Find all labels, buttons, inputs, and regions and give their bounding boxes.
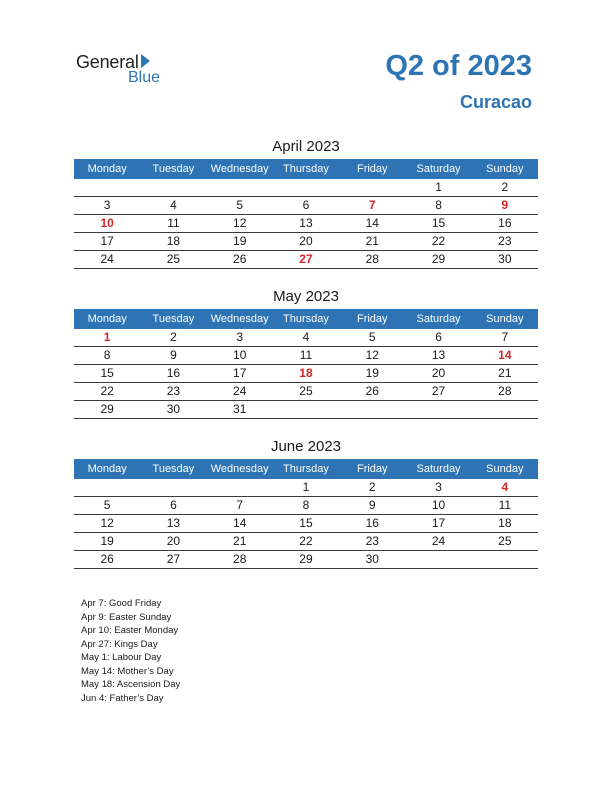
day-cell: 28 — [498, 384, 512, 398]
day-cell: 13 — [431, 348, 446, 362]
weekday-label: Tuesday — [152, 163, 195, 175]
day-cell: 6 — [435, 330, 442, 344]
day-cell: 18 — [299, 366, 313, 380]
weekday-label: Sunday — [486, 463, 524, 475]
day-cell: 6 — [170, 498, 177, 512]
empty-day-cell — [207, 479, 273, 496]
empty-day-cell — [74, 179, 140, 196]
day-cell: 21 — [498, 366, 512, 380]
empty-day-cell — [207, 179, 273, 196]
day-cell: 4 — [501, 480, 509, 494]
day-cell: 14 — [233, 516, 247, 530]
day-cell: 26 — [100, 552, 114, 566]
day-cell: 31 — [233, 402, 247, 416]
day-cell: 16 — [498, 216, 512, 230]
day-cell: 13 — [299, 216, 313, 230]
day-cell: 10 — [233, 348, 247, 362]
month-april — [74, 137, 538, 269]
day-cell: 29 — [100, 402, 114, 416]
empty-day-cell — [273, 179, 339, 196]
brand-logo — [76, 52, 176, 92]
day-cell: 19 — [233, 234, 247, 248]
empty-day-cell — [472, 551, 538, 568]
day-cell: 26 — [233, 252, 247, 266]
weekday-label: Friday — [356, 313, 388, 325]
weekday-label: Wednesday — [210, 163, 269, 175]
week-row — [74, 179, 538, 197]
holiday-notes — [81, 597, 180, 705]
holiday-note-item: Jun 4: Father’s Day — [81, 692, 164, 704]
weekday-label: Tuesday — [152, 313, 195, 325]
day-cell: 4 — [170, 198, 177, 212]
day-cell: 26 — [365, 384, 379, 398]
day-cell: 8 — [302, 498, 310, 512]
weekday-header-row — [74, 159, 538, 179]
weekday-label: Monday — [87, 463, 127, 475]
day-cell: 12 — [233, 216, 247, 230]
day-cell: 2 — [368, 480, 376, 494]
holiday-note-item: Apr 10: Easter Monday — [81, 625, 179, 636]
week-row — [74, 197, 538, 215]
empty-day-cell — [140, 479, 206, 496]
day-cell: 1 — [302, 480, 310, 494]
holiday-note-item: Apr 9: Easter Sunday — [81, 611, 172, 623]
day-cell: 12 — [100, 516, 114, 530]
day-cell: 9 — [368, 498, 376, 512]
day-cell: 22 — [299, 534, 313, 548]
holiday-note-item: May 18: Ascension Day — [81, 679, 181, 690]
day-cell: 3 — [236, 330, 244, 344]
day-cell: 27 — [431, 384, 446, 398]
holiday-note-item: Apr 27: Kings Day — [81, 638, 158, 650]
day-cell: 6 — [302, 198, 310, 212]
day-cell: 11 — [167, 216, 180, 230]
week-row — [74, 215, 538, 233]
day-cell: 25 — [166, 252, 181, 266]
day-cell: 4 — [302, 330, 310, 344]
day-cell: 15 — [431, 216, 446, 230]
empty-day-cell — [273, 401, 339, 418]
day-cell: 7 — [368, 198, 376, 212]
day-cell: 29 — [299, 552, 313, 566]
weekday-label: Sunday — [486, 163, 524, 175]
day-cell: 23 — [166, 384, 181, 398]
day-cell: 24 — [431, 534, 446, 548]
day-cell: 30 — [166, 402, 181, 416]
day-cell: 14 — [365, 216, 379, 230]
day-cell: 18 — [498, 516, 512, 530]
day-cell: 29 — [431, 252, 446, 266]
day-cell: 14 — [498, 348, 512, 362]
weekday-label: Thursday — [283, 313, 329, 325]
page-title: Q2 of 2023 — [385, 50, 532, 82]
day-cell: 19 — [365, 366, 379, 380]
day-cell: 7 — [236, 498, 244, 512]
empty-day-cell — [405, 401, 471, 418]
holiday-note-item: May 1: Labour Day — [81, 652, 162, 663]
holiday-note-item: Apr 7: Good Friday — [81, 598, 162, 609]
day-cell: 20 — [299, 234, 313, 248]
week-row — [74, 497, 538, 515]
day-cell: 5 — [236, 198, 244, 212]
week-row — [74, 533, 538, 551]
day-cell: 24 — [233, 384, 247, 398]
weekday-label: Monday — [87, 163, 127, 175]
empty-day-cell — [74, 479, 140, 496]
day-cell: 21 — [233, 534, 247, 548]
day-cell: 15 — [100, 366, 114, 380]
weekday-header-row — [74, 309, 538, 329]
day-cell: 25 — [498, 534, 512, 548]
day-cell: 9 — [170, 348, 177, 362]
day-cell: 9 — [501, 198, 509, 212]
day-cell: 28 — [233, 552, 247, 566]
weekday-label: Sunday — [486, 313, 524, 325]
day-cell: 30 — [498, 252, 512, 266]
empty-day-cell — [140, 179, 206, 196]
weekday-label: Wednesday — [210, 313, 269, 325]
weekday-header-row — [74, 459, 538, 479]
month-may — [74, 287, 538, 419]
day-cell: 11 — [498, 498, 512, 512]
day-cell: 20 — [166, 534, 181, 548]
weekday-label: Friday — [356, 163, 388, 175]
day-cell: 27 — [166, 552, 181, 566]
weekday-label: Thursday — [283, 463, 329, 475]
day-cell: 10 — [431, 498, 446, 512]
day-cell: 22 — [100, 384, 114, 398]
week-row — [74, 383, 538, 401]
week-row — [74, 479, 538, 497]
day-cell: 2 — [501, 180, 509, 194]
empty-day-cell — [472, 401, 538, 418]
day-cell: 1 — [103, 330, 111, 344]
day-cell: 5 — [103, 498, 111, 512]
empty-day-cell — [339, 179, 405, 196]
country-name: Curacao — [459, 92, 532, 112]
day-cell: 18 — [166, 234, 181, 248]
day-cell: 11 — [299, 348, 313, 362]
logo-triangle-icon — [141, 54, 150, 68]
day-cell: 13 — [166, 516, 181, 530]
day-cell: 5 — [368, 330, 376, 344]
empty-day-cell — [405, 551, 471, 568]
day-cell: 8 — [103, 348, 111, 362]
day-cell: 1 — [435, 180, 442, 194]
day-cell: 16 — [365, 516, 379, 530]
day-cell: 7 — [501, 330, 509, 344]
day-cell: 19 — [100, 534, 114, 548]
week-row — [74, 401, 538, 419]
week-row — [74, 251, 538, 269]
holiday-note-item: May 14: Mother’s Day — [81, 665, 174, 677]
weekday-label: Saturday — [416, 163, 461, 175]
day-cell: 16 — [166, 366, 181, 380]
empty-day-cell — [339, 401, 405, 418]
weekday-label: Wednesday — [210, 463, 269, 475]
day-cell: 21 — [365, 234, 379, 248]
month-title: June 2023 — [270, 438, 342, 455]
weekday-label: Saturday — [416, 313, 461, 325]
day-cell: 23 — [365, 534, 379, 548]
week-row — [74, 329, 538, 347]
day-cell: 3 — [435, 480, 442, 494]
day-cell: 3 — [103, 198, 111, 212]
day-cell: 17 — [233, 366, 247, 380]
day-cell: 20 — [431, 366, 446, 380]
day-cell: 12 — [365, 348, 379, 362]
day-cell: 22 — [431, 234, 446, 248]
day-cell: 27 — [299, 252, 313, 266]
month-title: May 2023 — [273, 288, 339, 305]
weekday-label: Thursday — [283, 163, 329, 175]
weekday-label: Tuesday — [152, 463, 195, 475]
day-cell: 17 — [100, 234, 114, 248]
week-row — [74, 233, 538, 251]
week-row — [74, 365, 538, 383]
day-cell: 28 — [365, 252, 379, 266]
day-cell: 23 — [498, 234, 512, 248]
brand-blue-text: Blue — [128, 69, 161, 86]
month-june — [74, 437, 538, 569]
day-cell: 30 — [365, 552, 379, 566]
brand-general-text: General — [76, 52, 139, 72]
weekday-label: Saturday — [416, 463, 461, 475]
day-cell: 2 — [170, 330, 177, 344]
week-row — [74, 515, 538, 533]
day-cell: 17 — [431, 516, 446, 530]
weekday-label: Friday — [356, 463, 388, 475]
day-cell: 24 — [100, 252, 114, 266]
day-cell: 25 — [299, 384, 313, 398]
day-cell: 10 — [100, 216, 114, 230]
day-cell: 15 — [299, 516, 313, 530]
day-cell: 8 — [435, 198, 442, 212]
week-row — [74, 551, 538, 569]
week-row — [74, 347, 538, 365]
month-title: April 2023 — [272, 138, 340, 155]
weekday-label: Monday — [87, 313, 127, 325]
